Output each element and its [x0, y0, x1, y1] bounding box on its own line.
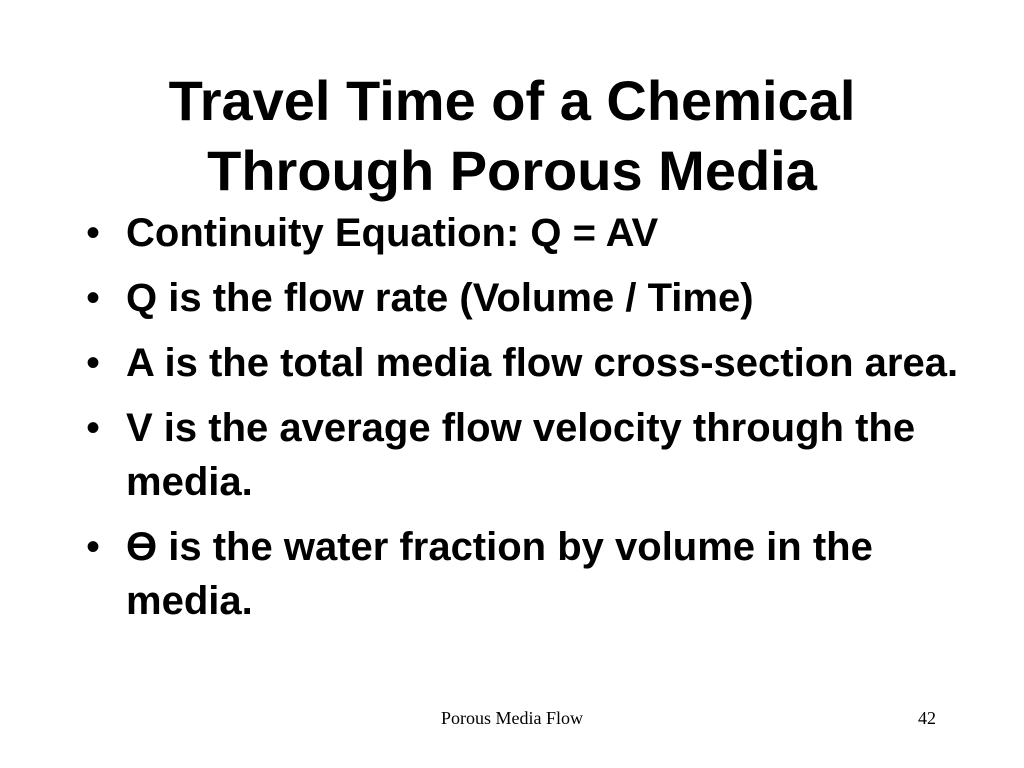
bullet-dot-icon: •: [86, 276, 101, 320]
bullet-item-velocity: [80, 401, 960, 509]
bullet-dot-icon: •: [86, 406, 101, 450]
bullet-list: [80, 206, 960, 639]
bullet-item-flow-rate: [80, 271, 960, 325]
slide-title: [80, 66, 944, 206]
bullet-dot-icon: •: [86, 341, 101, 385]
bullet-dot-icon: •: [86, 211, 101, 255]
bullet-dot-icon: •: [86, 525, 101, 569]
bullet-item-continuity: [80, 206, 960, 260]
bullet-text: Continuity Equation: Q = AV: [126, 211, 659, 255]
theta-symbol: ϴ: [126, 525, 158, 569]
bullet-text: V is the average flow velocity through the media.: [126, 406, 916, 504]
bullet-item-water-fraction: [80, 520, 960, 628]
bullet-text: Q is the flow rate (Volume / Time): [126, 276, 754, 320]
title-line-2: Through Porous Media: [207, 139, 817, 202]
page-number: 42: [918, 708, 936, 728]
title-line-1: Travel Time of a Chemical: [168, 69, 856, 132]
footer-title: Porous Media Flow: [440, 708, 583, 728]
bullet-text: is the water fraction by volume in the media.: [126, 525, 873, 623]
bullet-item-area: [80, 336, 960, 390]
bullet-text: A is the total media flow cross-section area.: [126, 341, 959, 385]
